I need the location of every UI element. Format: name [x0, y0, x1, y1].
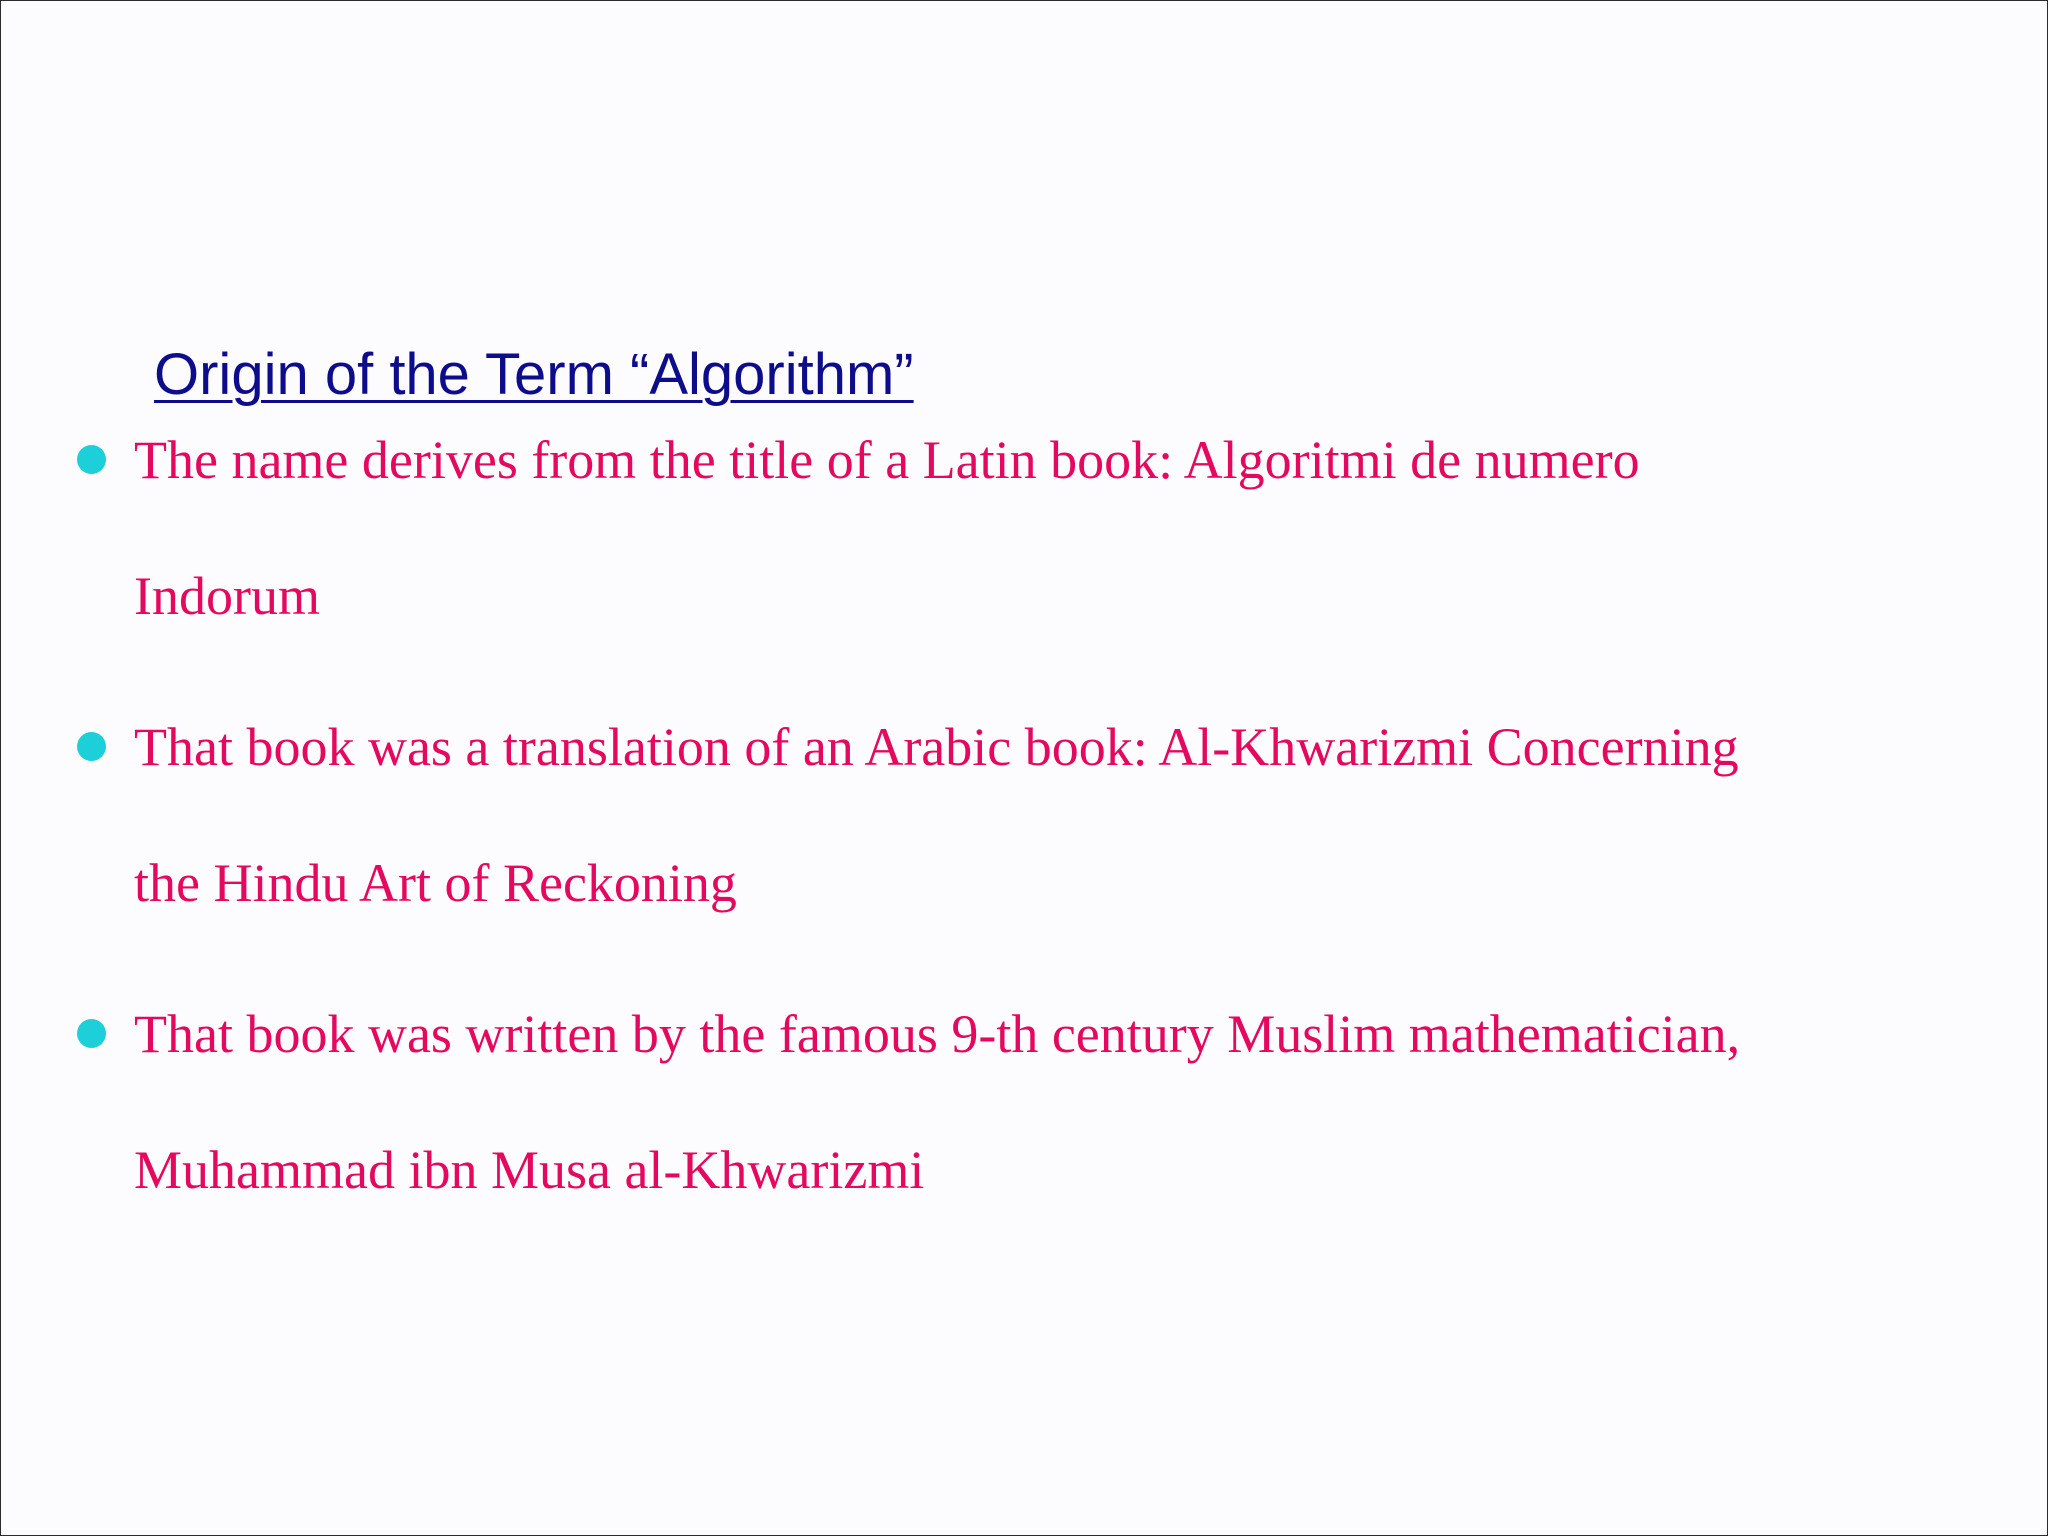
slide-title: Origin of the Term “Algorithm” — [154, 342, 914, 407]
bullet-line: That book was written by the famous 9-th century Muslim mathematician, — [134, 1004, 1741, 1064]
bullet-item — [134, 679, 2014, 951]
bullet-line: the Hindu Art of Reckoning — [134, 853, 737, 913]
bullet-line: The name derives from the title of a Latin book: Algoritmi de numero — [134, 430, 1640, 490]
bullet-item — [134, 966, 2014, 1238]
bullet-item — [134, 392, 2014, 664]
bullet-line: That book was a translation of an Arabic book: Al-Khwarizmi Concerning — [134, 717, 1739, 777]
bullet-dot-icon — [77, 732, 106, 761]
bullet-dot-icon — [77, 1019, 106, 1048]
bullet-line: Muhammad ibn Musa al-Khwarizmi — [134, 1140, 925, 1200]
bullet-line: Indorum — [134, 566, 320, 626]
bullet-dot-icon — [77, 445, 106, 474]
